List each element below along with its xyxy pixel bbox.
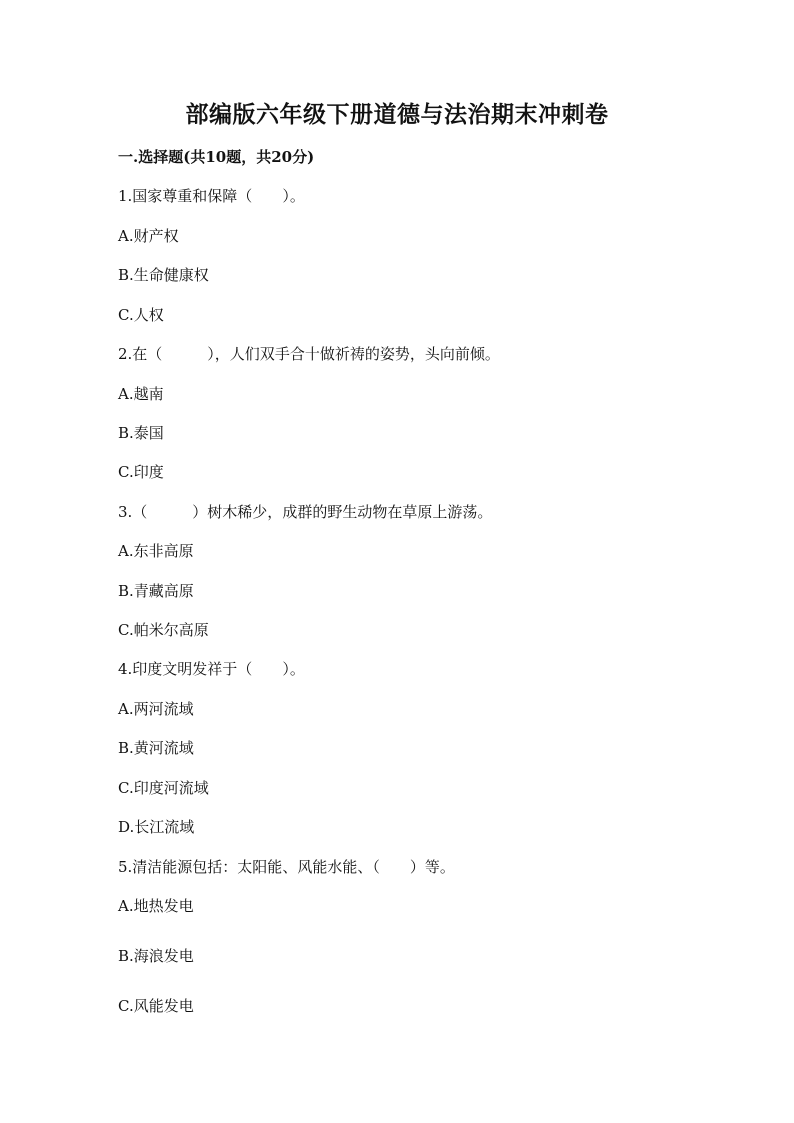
- question-2-option-b: B.泰国: [118, 424, 164, 442]
- question-4-option-c: C.印度河流域: [118, 779, 209, 797]
- section-heading: 一.选择题(共10题，共20分): [118, 148, 315, 166]
- question-2-option-c: C.印度: [118, 463, 164, 481]
- question-5-option-a: A.地热发电: [118, 897, 194, 915]
- question-3-option-b: B.青藏高原: [118, 582, 194, 600]
- question-1-option-a: A.财产权: [118, 227, 179, 245]
- question-5-stem: 5.清洁能源包括：太阳能、风能水能、（ ）等。: [118, 858, 455, 876]
- question-1-stem: 1.国家尊重和保障（ ）。: [118, 187, 305, 205]
- question-1-option-b: B.生命健康权: [118, 266, 209, 284]
- document-title: 部编版六年级下册道德与法治期末冲刺卷: [185, 101, 609, 128]
- question-3-stem: 3.（ ）树木稀少，成群的野生动物在草原上游荡。: [118, 503, 493, 521]
- question-4-option-b: B.黄河流域: [118, 739, 194, 757]
- question-4-option-d: D.长江流域: [118, 818, 195, 836]
- question-4-stem: 4.印度文明发祥于（ ）。: [118, 660, 305, 678]
- question-2-stem: 2.在（ ），人们双手合十做祈祷的姿势，头向前倾。: [118, 345, 500, 363]
- question-4-option-a: A.两河流域: [118, 700, 194, 718]
- question-3-option-a: A.东非高原: [118, 542, 194, 560]
- question-5-option-b: B.海浪发电: [118, 947, 194, 965]
- question-3-option-c: C.帕米尔高原: [118, 621, 209, 639]
- question-2-option-a: A.越南: [118, 385, 164, 403]
- question-1-option-c: C.人权: [118, 306, 164, 324]
- question-5-option-c: C.风能发电: [118, 997, 194, 1015]
